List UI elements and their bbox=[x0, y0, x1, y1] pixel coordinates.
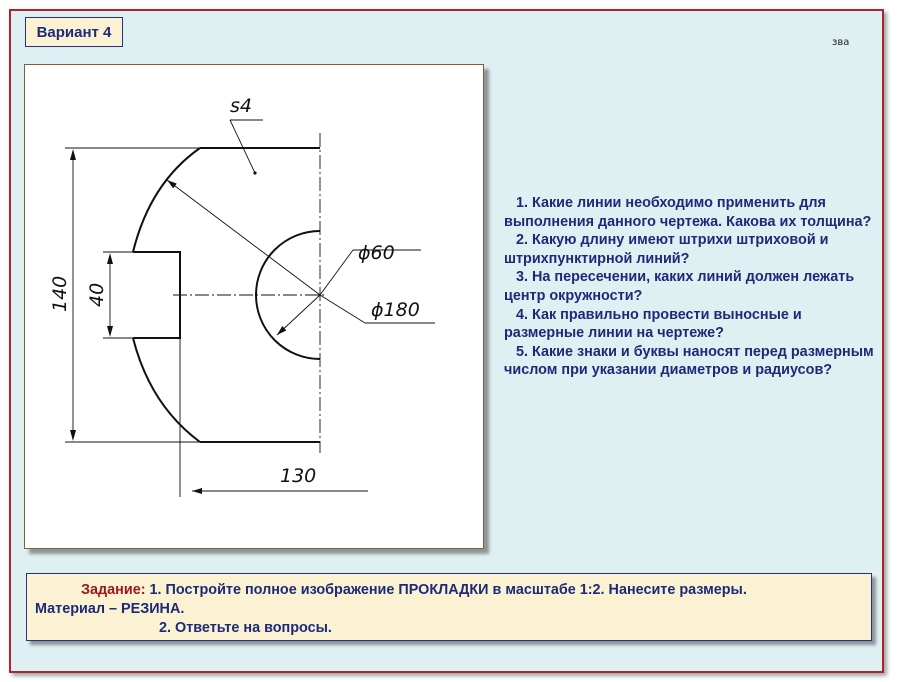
task-label: Задание: bbox=[81, 582, 146, 598]
outline-arc-lower bbox=[133, 338, 200, 442]
author-mark: зва bbox=[832, 37, 850, 48]
arrow-height-bottom bbox=[70, 430, 76, 441]
outline-slot bbox=[133, 252, 180, 338]
thickness-label: s4 bbox=[230, 95, 252, 117]
gasket-drawing-svg bbox=[25, 65, 485, 550]
outline-arc-upper bbox=[133, 148, 200, 252]
slot-dimension-label: 40 bbox=[86, 282, 108, 307]
width-dimension-label: 130 bbox=[280, 465, 317, 487]
leader-large-diameter bbox=[167, 180, 320, 295]
question-2: 2. Какую длину имеют штрихи штриховой и штрихпунктирной линий? bbox=[504, 232, 829, 267]
arrow-slot-top bbox=[107, 253, 113, 264]
question-3: 3. На пересечении, каких линий должен лежать центр окружности? bbox=[504, 269, 855, 304]
arrow-slot-bottom bbox=[107, 326, 113, 337]
task-line-2: Материал – РЕЗИНА. bbox=[35, 601, 185, 617]
height-dimension-label: 140 bbox=[49, 275, 71, 312]
technical-drawing bbox=[24, 64, 484, 549]
question-5: 5. Какие знаки и буквы наносят перед размерным числом при указании диаметров и радиусов? bbox=[504, 343, 874, 379]
variant-label: Вариант 4 bbox=[25, 17, 123, 47]
large-diameter-label: ϕ180 bbox=[371, 299, 420, 321]
arrow-height-top bbox=[70, 149, 76, 160]
leader-small-diameter-a bbox=[320, 250, 353, 295]
task-line-1: Задание: 1. Постройте полное изображение ПРОКЛАДКИ в масштабе 1:2. Нанесите размеры. bbox=[81, 582, 747, 598]
thickness-leader-dot bbox=[253, 171, 256, 174]
questions-list bbox=[504, 194, 874, 380]
question-1: 1. Какие линии необходимо применить для выполнения данного чертежа. Какова их толщина? bbox=[504, 195, 872, 230]
center-lines bbox=[173, 133, 325, 453]
task-box bbox=[26, 573, 872, 641]
task-line-3: 2. Ответьте на вопросы. bbox=[159, 620, 332, 636]
small-diameter-label: ϕ60 bbox=[358, 242, 395, 264]
question-4: 4. Как правильно провести выносные и размерные линии на чертеже? bbox=[504, 306, 802, 342]
leader-large-diameter-a bbox=[320, 295, 365, 323]
leader-small-diameter-arrow bbox=[277, 295, 320, 335]
thickness-leader-a bbox=[230, 120, 255, 173]
